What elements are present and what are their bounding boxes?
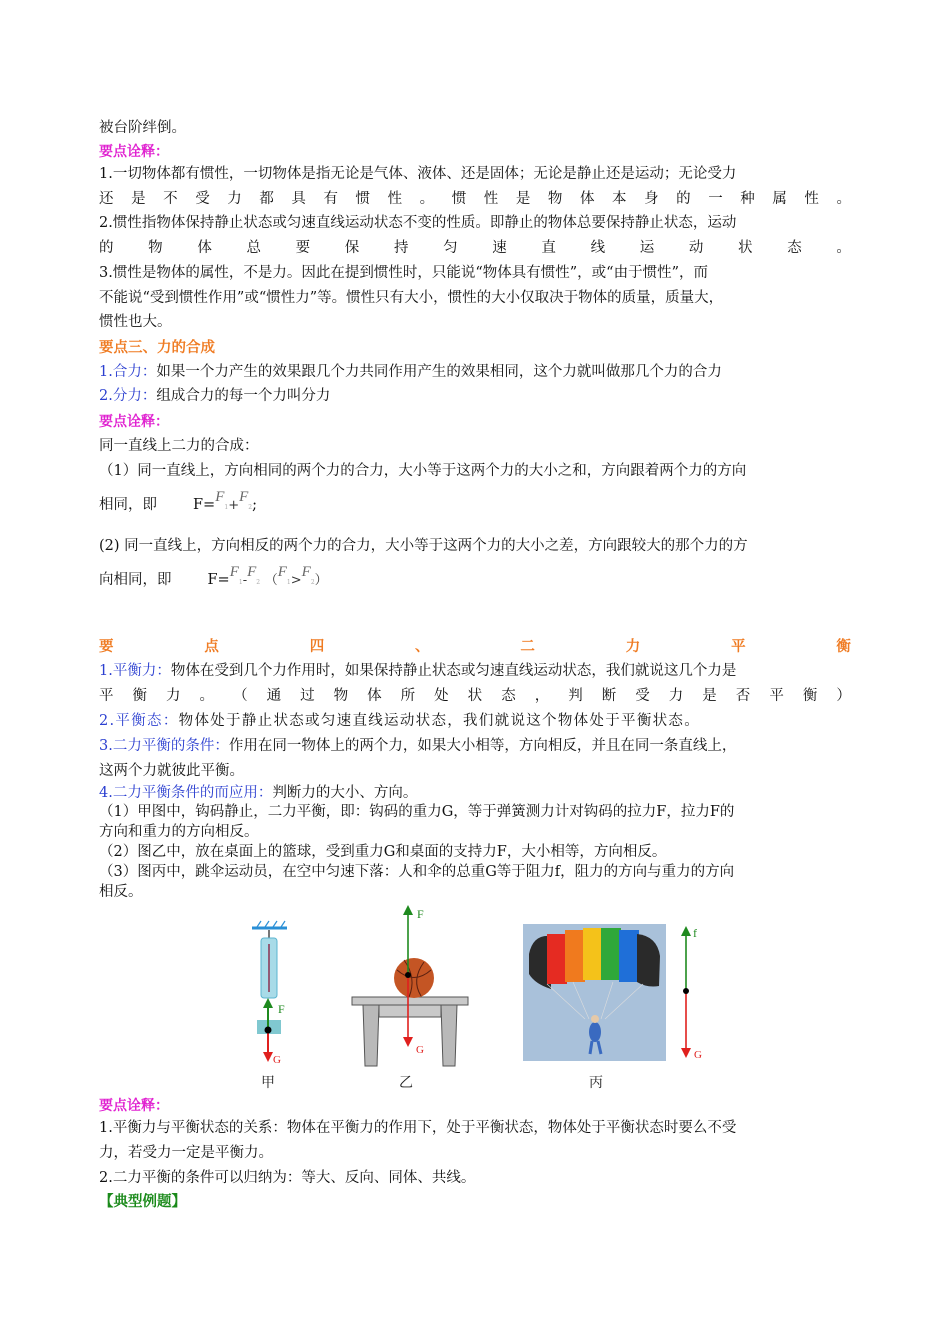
svg-text:G: G bbox=[416, 1044, 424, 1056]
figure-row bbox=[99, 900, 851, 1095]
text-line: 3.惯性是物体的属性，不是力。因此在提到惯性时，只能说“物体具有惯性”，或“由于惯性”，而 bbox=[99, 265, 708, 281]
text-line: （1）同一直线上，方向相同的两个力的合力，大小等于这两个力的大小之和，方向跟着两个力的方向 bbox=[99, 463, 747, 479]
text-line: (2) 同一直线上，方向相反的两个力的合力，大小等于这两个力的大小之差，方向跟较大的那个力的方 bbox=[99, 538, 748, 554]
formula-line-sum bbox=[99, 489, 851, 518]
justified-char: 持 bbox=[393, 240, 409, 256]
justified-char: 惯 bbox=[355, 191, 370, 207]
justified-char: 要 bbox=[295, 240, 311, 256]
justified-char: 力 bbox=[668, 688, 684, 704]
formula-lhs: F= bbox=[207, 572, 230, 588]
justified-char: 体 bbox=[579, 191, 595, 207]
definition-text: 作用在同一物体上的两个力，如果大小相等，方向相反，并且在同一条直线上， bbox=[228, 738, 737, 754]
justified-char: 速 bbox=[492, 240, 507, 256]
justified-char: 衡 bbox=[802, 688, 818, 704]
justified-line bbox=[99, 686, 851, 706]
justified-char: ） bbox=[836, 688, 851, 704]
text-line: 2.惯性指物体保持静止状态或匀速直线运动状态不变的性质。即静止的物体总要保持静止状态，运动 bbox=[99, 215, 737, 231]
formula-paren: ） bbox=[314, 573, 328, 588]
text: 向相同，即 bbox=[99, 572, 172, 588]
formula-term: F bbox=[229, 564, 239, 580]
definition-balanced-state bbox=[99, 711, 851, 731]
section-title-justified bbox=[99, 637, 851, 657]
definition-balanced-force bbox=[99, 661, 851, 681]
justified-char: （ bbox=[233, 688, 248, 704]
justified-char: 性 bbox=[387, 191, 403, 207]
text-line: 2.二力平衡的条件可以归纳为：等大、反向、同体、共线。 bbox=[99, 1170, 476, 1186]
justified-char: 线 bbox=[590, 240, 606, 256]
figure-caption-bing: 丙 bbox=[589, 1075, 603, 1091]
text-line: 相反。 bbox=[99, 884, 143, 900]
justified-char: 本 bbox=[612, 191, 627, 207]
justified-char: 还 bbox=[99, 191, 114, 207]
force-diagram-parachute bbox=[676, 924, 706, 1064]
note-heading: 要点诠释： bbox=[99, 1098, 169, 1114]
justified-char: 是 bbox=[515, 191, 531, 207]
justified-char: 保 bbox=[344, 240, 360, 256]
justified-char: 的 bbox=[676, 191, 691, 207]
formula-term: F bbox=[301, 564, 311, 580]
justified-char: 平 bbox=[731, 639, 746, 655]
justified-char: 都 bbox=[259, 191, 274, 207]
justified-char: 处 bbox=[434, 688, 449, 704]
justified-char: 体 bbox=[367, 688, 382, 704]
justified-char: 不 bbox=[163, 191, 178, 207]
definition-text: 物体在受到几个力作用时，如果保持静止状态或匀速直线运动状态，我们就说这几个力是 bbox=[170, 663, 737, 679]
text: 相同，即 bbox=[99, 497, 157, 513]
formula-sum: F=F1+F2; bbox=[193, 489, 258, 513]
definition-resultant bbox=[99, 362, 851, 382]
justified-char: 是 bbox=[702, 688, 717, 704]
justified-char: 。 bbox=[199, 688, 215, 704]
parachute-photo bbox=[523, 924, 666, 1061]
formula-term: F bbox=[239, 489, 249, 505]
formula-term: F bbox=[277, 564, 287, 580]
definition-application bbox=[99, 783, 851, 803]
formula-line-diff bbox=[99, 564, 851, 593]
formula-lhs: F= bbox=[193, 497, 216, 513]
definition-component bbox=[99, 386, 851, 406]
justified-char: 有 bbox=[323, 191, 338, 207]
justified-char: 、 bbox=[415, 639, 430, 655]
justified-char: 二 bbox=[520, 639, 535, 655]
note-heading: 要点诠释： bbox=[99, 414, 169, 430]
justified-char: 状 bbox=[467, 688, 483, 704]
text-line: 同一直线上二力的合成： bbox=[99, 438, 259, 454]
justified-char: 力 bbox=[166, 688, 181, 704]
justified-char: 受 bbox=[635, 688, 650, 704]
justified-char: 身 bbox=[644, 191, 659, 207]
svg-text:F: F bbox=[417, 907, 424, 921]
text-line: （2）图乙中，放在桌面上的篮球，受到重力G和桌面的支持力F，大小相等，方向相反。 bbox=[99, 844, 667, 860]
justified-char: 总 bbox=[246, 240, 261, 256]
spring-scale-figure bbox=[247, 920, 297, 1070]
formula-op: > bbox=[290, 573, 302, 588]
svg-text:G: G bbox=[273, 1054, 281, 1066]
justified-char: 。 bbox=[836, 240, 851, 256]
justified-char: 。 bbox=[836, 191, 851, 207]
formula-term: F bbox=[247, 564, 257, 580]
justified-char: 平 bbox=[769, 688, 784, 704]
text-line: 1.一切物体都有惯性，一切物体是指无论是气体、液体、还是固体；无论是静止还是运动；无论受力 bbox=[99, 166, 737, 182]
justified-char: 态 bbox=[787, 240, 802, 256]
figure-caption-jia: 甲 bbox=[261, 1075, 275, 1091]
text-line: （3）图丙中，跳伞运动员，在空中匀速下落：人和伞的总重G等于阻力f，阻力的方向与重力的方向 bbox=[99, 864, 735, 880]
justified-char: 具 bbox=[291, 191, 306, 207]
definition-text: 物体处于静止状态或匀速直线运动状态，我们就说这个物体处于平衡状态。 bbox=[178, 713, 701, 729]
justified-char: 平 bbox=[99, 688, 114, 704]
justified-char: 。 bbox=[419, 191, 435, 207]
justified-char: 一 bbox=[708, 191, 723, 207]
text-line: 方向和重力的方向相反。 bbox=[99, 824, 259, 840]
justified-char: 性 bbox=[483, 191, 499, 207]
justified-char: 物 bbox=[148, 240, 163, 256]
justified-char: 属 bbox=[772, 191, 787, 207]
term-label: 2.分力： bbox=[99, 388, 157, 404]
justified-line bbox=[99, 238, 851, 258]
justified-char: 是 bbox=[131, 191, 146, 207]
svg-text:f: f bbox=[693, 926, 697, 940]
justified-char: 所 bbox=[400, 688, 416, 704]
term-label: 3.二力平衡的条件： bbox=[99, 738, 229, 754]
justified-char: 要 bbox=[99, 639, 114, 655]
justified-char: 断 bbox=[601, 688, 617, 704]
definition-text: 判断力的大小、方向。 bbox=[272, 785, 418, 801]
justified-char: 点 bbox=[204, 639, 219, 655]
text-line: 力，若受力一定是平衡力。 bbox=[99, 1145, 273, 1161]
term-label: 2.平衡态： bbox=[99, 713, 179, 729]
justified-char: 否 bbox=[735, 688, 751, 704]
justified-char: 四 bbox=[309, 639, 325, 655]
text-line: 被台阶绊倒。 bbox=[99, 120, 186, 136]
justified-char: 种 bbox=[740, 191, 755, 207]
justified-char: 过 bbox=[300, 688, 315, 704]
justified-char: 态 bbox=[501, 688, 516, 704]
justified-line bbox=[99, 189, 851, 209]
formula-op: + bbox=[228, 498, 240, 513]
justified-char: 通 bbox=[266, 688, 282, 704]
formula-op: - bbox=[242, 573, 248, 588]
definition-text: 如果一个力产生的效果跟几个力共同作用产生的效果相同，这个力就叫做那几个力的合力 bbox=[156, 364, 722, 380]
justified-char: 状 bbox=[738, 240, 753, 256]
justified-char: 物 bbox=[333, 688, 349, 704]
text-line: 惯性也大。 bbox=[99, 314, 172, 330]
formula-paren: （ bbox=[264, 573, 278, 588]
justified-char: 力 bbox=[625, 639, 641, 655]
svg-text:G: G bbox=[694, 1049, 702, 1061]
justified-char: 衡 bbox=[836, 639, 851, 655]
section-examples-heading: 【典型例题】 bbox=[99, 1194, 186, 1210]
term-label: 1.合力： bbox=[99, 364, 157, 380]
formula-term: F bbox=[215, 489, 225, 505]
text-line: 1.平衡力与平衡状态的关系：物体在平衡力的作用下，处于平衡状态，物体处于平衡状态时要么不受 bbox=[99, 1120, 737, 1136]
formula-diff: F=F1-F2 （F1>F2） bbox=[207, 564, 328, 588]
justified-char: 惯 bbox=[451, 191, 467, 207]
note-heading: 要点诠释： bbox=[99, 144, 169, 160]
justified-char: 受 bbox=[195, 191, 210, 207]
justified-char: 性 bbox=[804, 191, 819, 207]
justified-char: 动 bbox=[688, 240, 704, 256]
text-line: （1）甲图中，钩码静止，二力平衡，即：钩码的重力G，等于弹簧测力计对钩码的拉力F，拉力F的 bbox=[99, 804, 735, 820]
justified-char: 匀 bbox=[443, 240, 458, 256]
justified-char: 物 bbox=[547, 191, 563, 207]
justified-char: 的 bbox=[99, 240, 114, 256]
term-label: 1.平衡力： bbox=[99, 663, 171, 679]
justified-char: 运 bbox=[639, 240, 655, 256]
justified-char: ， bbox=[534, 688, 550, 704]
justified-char: 力 bbox=[227, 191, 242, 207]
justified-char: 衡 bbox=[132, 688, 148, 704]
definition-text: 组成合力的每一个力叫分力 bbox=[156, 388, 331, 404]
text-line: 这两个力就彼此平衡。 bbox=[99, 763, 244, 779]
justified-char: 体 bbox=[197, 240, 212, 256]
svg-text:F: F bbox=[278, 1002, 285, 1016]
ball-on-table-figure bbox=[349, 900, 479, 1070]
section-title: 要点三、力的合成 bbox=[99, 340, 215, 356]
term-label: 4.二力平衡条件的而应用： bbox=[99, 785, 273, 801]
justified-char: 判 bbox=[568, 688, 583, 704]
figure-caption-yi: 乙 bbox=[399, 1075, 413, 1091]
justified-char: 直 bbox=[541, 240, 556, 256]
formula-end: ; bbox=[252, 497, 258, 513]
definition-condition bbox=[99, 736, 851, 756]
text-line: 不能说“受到惯性作用”或“惯性力”等。惯性只有大小，惯性的大小仅取决于物体的质量，质量大， bbox=[99, 290, 724, 306]
